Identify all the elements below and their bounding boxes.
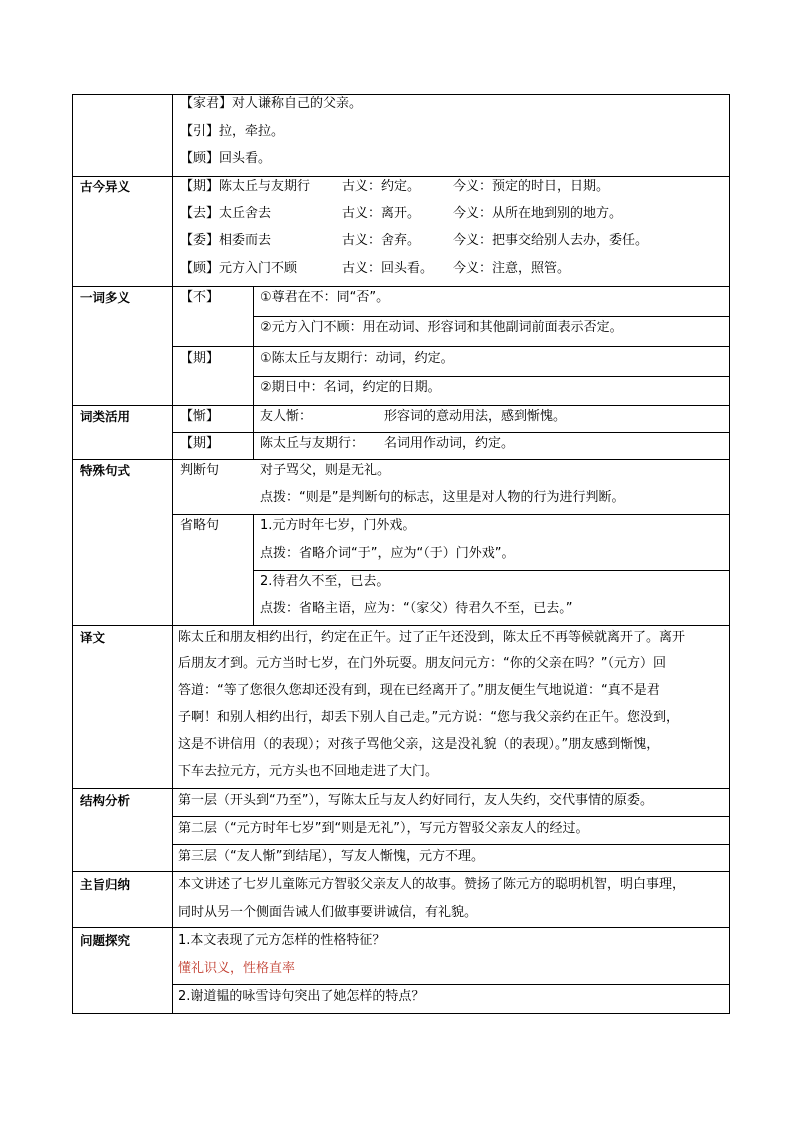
divider [72, 871, 730, 872]
duoyi-qi-1: ①陈太丘与友期行：动词，约定。 [260, 351, 454, 366]
gujin-word: 【去】太丘舍去 [180, 206, 272, 221]
wenti-label: 问题探究 [80, 933, 131, 948]
gujin-word: 【期】陈太丘与友期行 [180, 179, 311, 194]
zhuzhi-label: 主旨归纳 [80, 877, 131, 892]
yiwen-line: 下车去拉元方，元方头也不回地走进了大门。 [178, 764, 439, 779]
huoyong-qi: 【期】 [180, 436, 220, 451]
gujin-ancient: 古义：离开。 [342, 206, 421, 221]
jushi-shenglue-2-note: 点拨：省略主语，应为：“（家父）待君久不至，已去。” [260, 601, 573, 616]
jushi-shenglue: 省略句 [180, 518, 220, 533]
gujin-modern: 今义：预定的时日，日期。 [453, 179, 610, 194]
jushi-shenglue-1: 1.元方时年七岁，门外戏。 [260, 518, 416, 533]
divider [72, 405, 730, 406]
jushi-panduan: 判断句 [180, 463, 220, 478]
divider [72, 788, 730, 789]
divider [172, 984, 730, 985]
huoyong-qi-note: 名词用作动词，约定。 [384, 436, 515, 451]
gujin-word: 【委】相委而去 [180, 233, 272, 248]
duoyi-qi: 【期】 [180, 351, 220, 366]
label-column-divider [172, 94, 173, 1014]
yiwen-label: 译文 [80, 630, 106, 645]
vocab-yin: 【引】拉，牵拉。 [180, 124, 285, 139]
duoyi-bu-1: ①尊君在不：同“否”。 [260, 290, 390, 305]
jushi-panduan-example: 对子骂父，则是无礼。 [260, 463, 391, 478]
vocab-jiajun: 【家君】对人谦称自己的父亲。 [180, 96, 363, 111]
yiwen-line: 陈太丘和朋友相约出行，约定在正午。过了正午还没到，陈太丘不再等候就离开了。离开 [178, 630, 686, 645]
duoyi-qi-2: ②期日中：名词，约定的日期。 [260, 380, 441, 395]
duoyi-bu-2: ②元方入门不顾：用在动词、形容词和其他副词前面表示否定。 [260, 320, 623, 335]
divider [253, 316, 730, 317]
jushi-label: 特殊句式 [80, 463, 131, 478]
huoyong-cans-note: 形容词的意动用法，感到惭愧。 [384, 409, 567, 424]
huoyong-qi-example: 陈太丘与友期行： [260, 436, 365, 451]
wenti-question-2: 2.谢道韫的咏雪诗句突出了她怎样的特点？ [178, 989, 425, 1004]
vocab-gu: 【顾】回头看。 [180, 151, 272, 166]
divider [72, 176, 730, 177]
gujin-ancient: 古义：舍弃。 [342, 233, 421, 248]
yiwen-line: 这是不讲信用（的表现）；对孩子骂他父亲，这是没礼貌（的表现）。”朋友感到惭愧， [178, 737, 660, 752]
huoyong-cans: 【惭】 [180, 409, 220, 424]
gujin-ancient: 古义：回头看。 [342, 261, 434, 276]
duoyi-label: 一词多义 [80, 290, 131, 305]
divider [172, 346, 730, 347]
yiwen-line: 子啊！和别人相约出行，却丢下别人自己走。”元方说：“您与我父亲约在正午。您没到， [178, 710, 679, 725]
gujin-modern: 今义：从所在地到别的地方。 [453, 206, 623, 221]
divider [172, 816, 730, 817]
wenti-answer-1: 懂礼识义，性格直率 [178, 961, 296, 976]
divider [172, 432, 730, 433]
divider [253, 376, 730, 377]
jiegou-layer-1: 第一层（开头到“乃至”），写陈太丘与友人约好同行，友人失约，交代事情的原委。 [178, 793, 653, 808]
duoyi-bu: 【不】 [180, 290, 220, 305]
jiegou-label: 结构分析 [80, 793, 131, 808]
divider [253, 570, 730, 571]
yiwen-line: 答道：“等了您很久您却还没有到，现在已经离开了。”朋友便生气地说道：“真不是君 [178, 683, 660, 698]
divider [72, 459, 730, 460]
gujin-ancient: 古义：约定。 [342, 179, 421, 194]
gujin-word: 【顾】元方入门不顾 [180, 261, 298, 276]
huoyong-cans-example: 友人惭： [260, 409, 313, 424]
divider [72, 927, 730, 928]
gujin-modern: 今义：把事交给别人去办，委任。 [453, 233, 649, 248]
jushi-shenglue-1-note: 点拨：省略介词“于”，应为“（于）门外戏”。 [260, 546, 515, 561]
jushi-shenglue-2: 2.待君久不至，已去。 [260, 574, 390, 589]
divider [172, 844, 730, 845]
divider [72, 286, 730, 287]
jiegou-layer-2: 第二层（“元方时年七岁”到“则是无礼”），写元方智驳父亲友人的经过。 [178, 821, 589, 836]
zhuzhi-line-1: 本文讲述了七岁儿童陈元方智驳父亲友人的故事。赞扬了陈元方的聪明机智，明白事理， [178, 877, 686, 892]
gujin-label: 古今异义 [80, 179, 131, 194]
divider [172, 514, 730, 515]
gujin-modern: 今义：注意，照管。 [453, 261, 571, 276]
yiwen-line: 后朋友才到。元方当时七岁，在门外玩耍。朋友问元方：“你的父亲在吗？”（元方）回 [178, 656, 666, 671]
huoyong-label: 词类活用 [80, 409, 131, 424]
jiegou-layer-3: 第三层（“友人惭”到结尾），写友人惭愧，元方不理。 [178, 849, 484, 864]
wenti-question-1: 1.本文表现了元方怎样的性格特征？ [178, 933, 386, 948]
divider [72, 625, 730, 626]
zhuzhi-line-2: 同时从另一个侧面告诫人们做事要讲诚信，有礼貌。 [178, 905, 478, 920]
jushi-panduan-note: 点拨：“则是”是判断句的标志，这里是对人物的行为进行判断。 [260, 490, 625, 505]
subcol-divider [253, 286, 254, 459]
